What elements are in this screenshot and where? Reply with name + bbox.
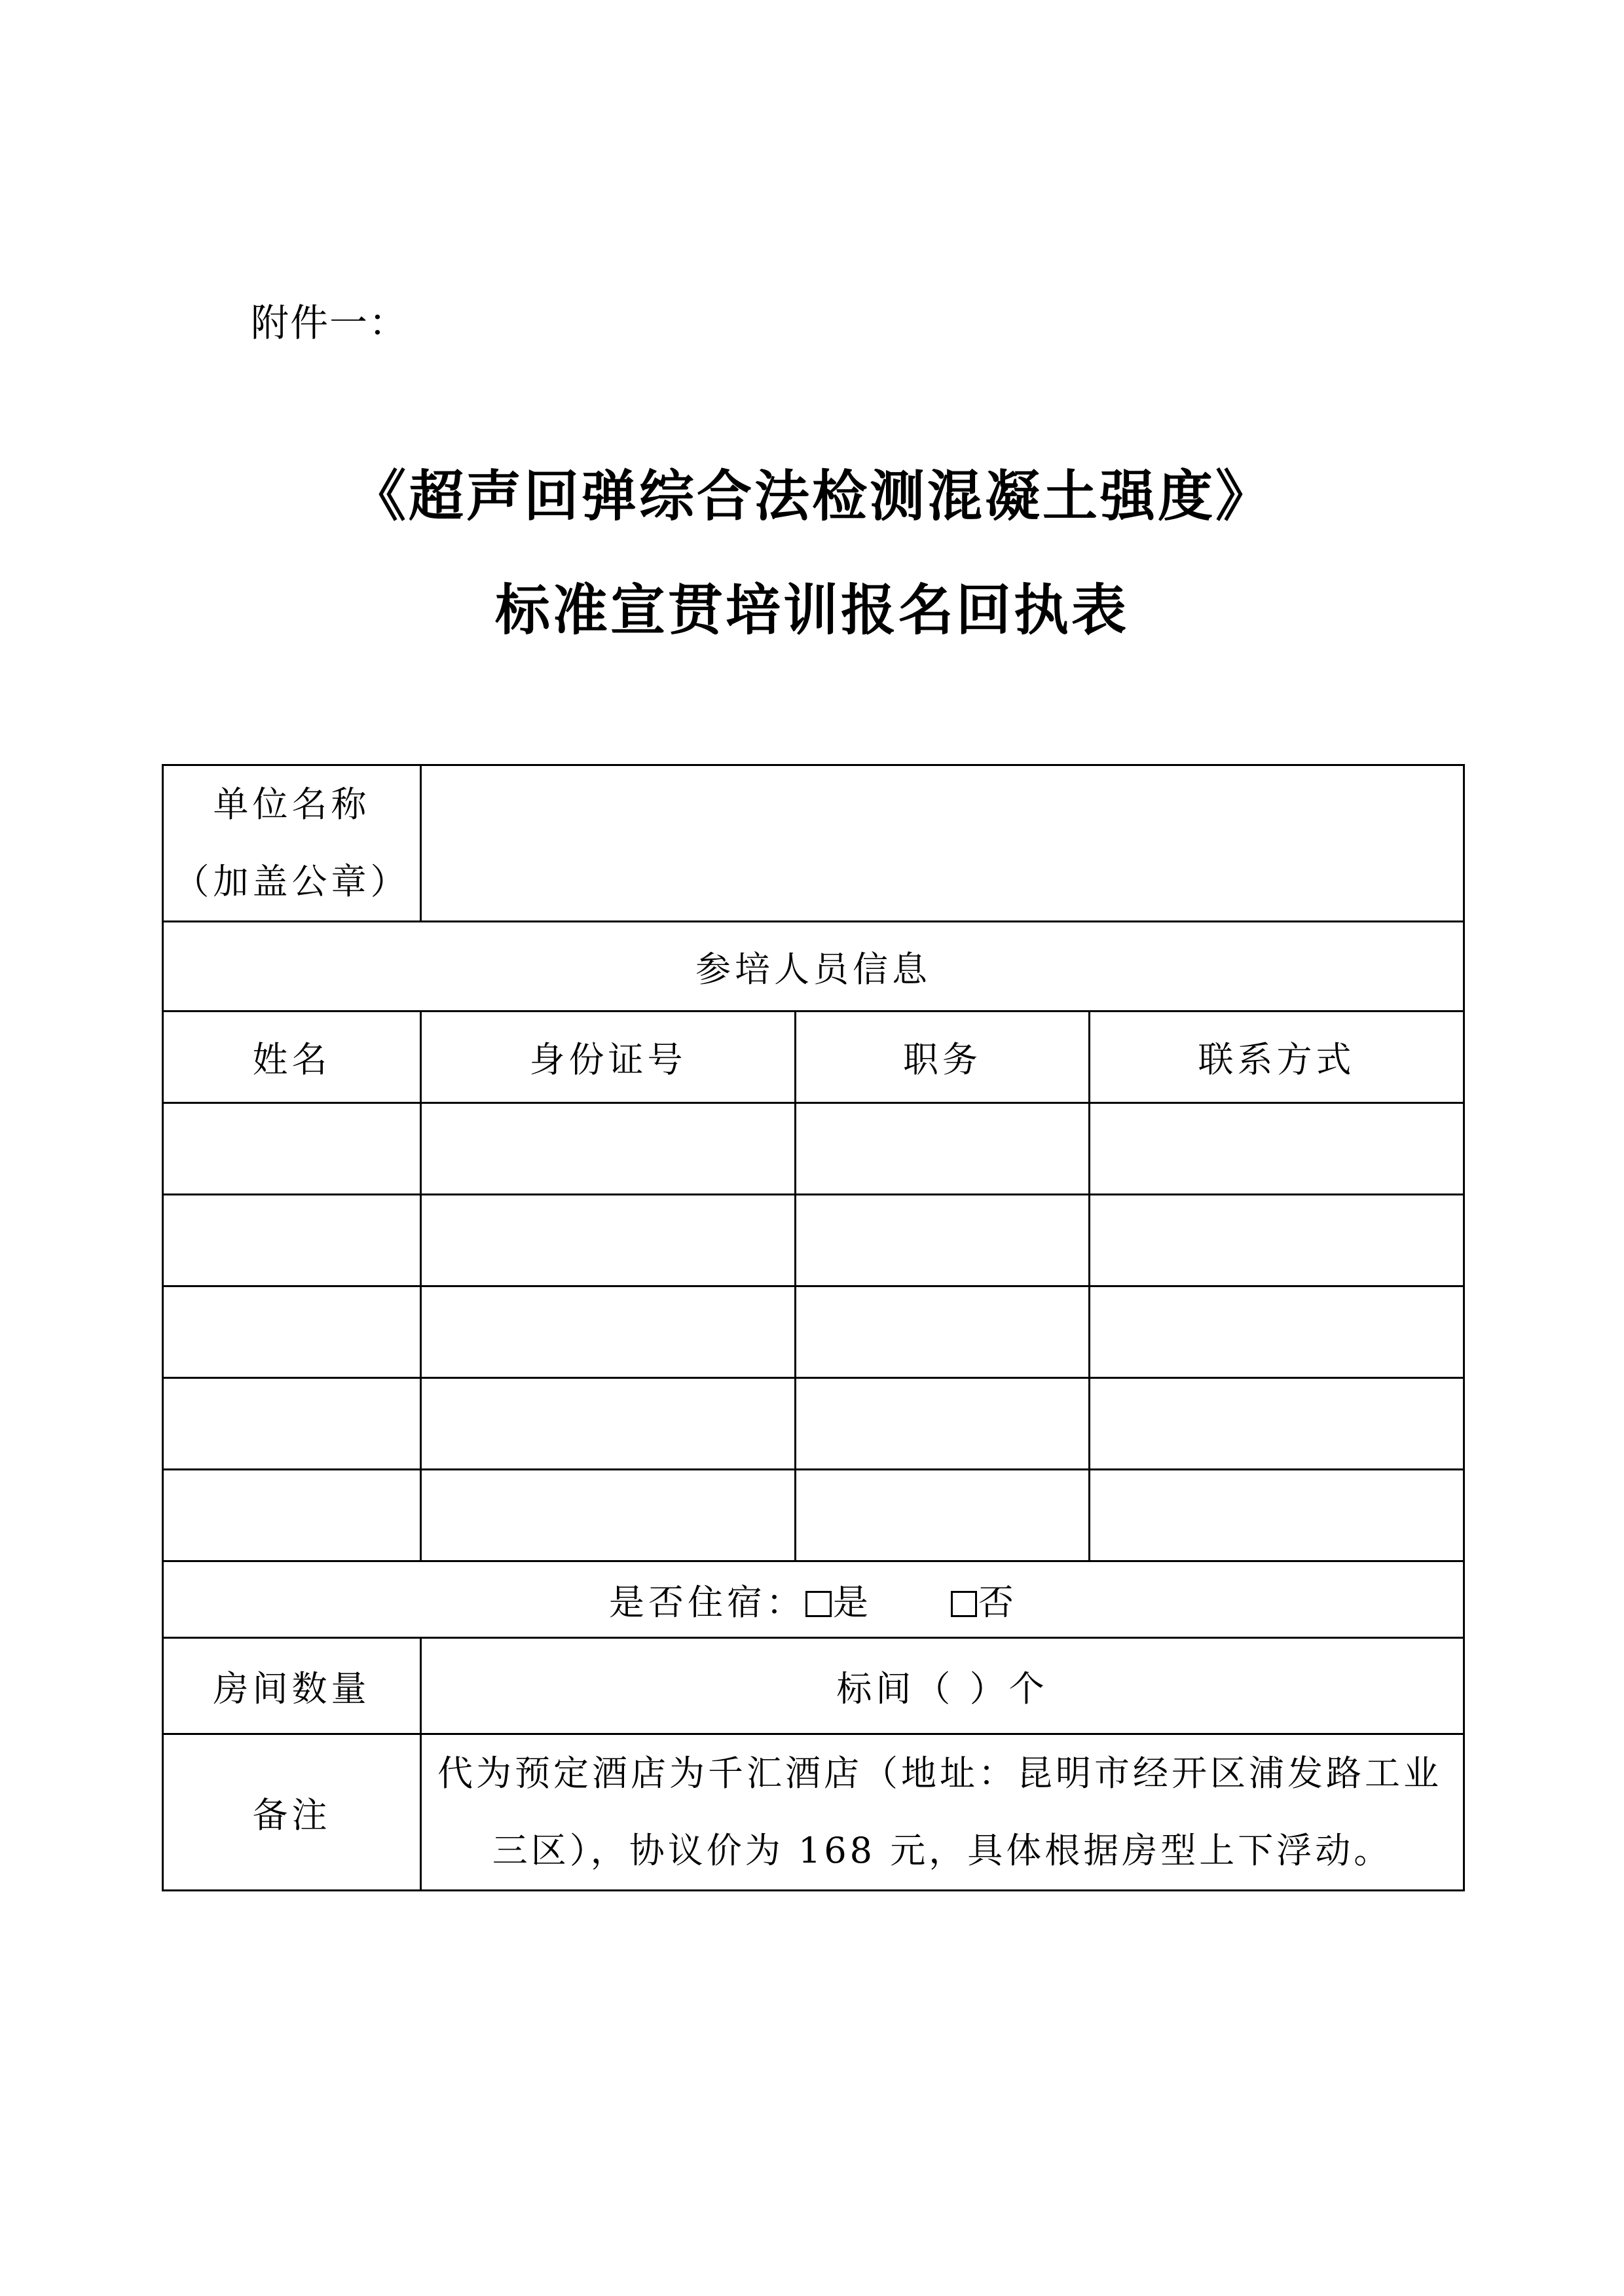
- contact-field[interactable]: [1090, 1103, 1464, 1195]
- contact-field[interactable]: [1090, 1470, 1464, 1561]
- column-header-name: 姓名: [163, 1011, 421, 1103]
- column-header-position: 职务: [796, 1011, 1090, 1103]
- room-count-field[interactable]: 标间（ ）个: [421, 1638, 1464, 1734]
- id-number-field[interactable]: [421, 1378, 796, 1470]
- table-row: [163, 1286, 1464, 1378]
- name-field[interactable]: [163, 1103, 421, 1195]
- position-field[interactable]: [796, 1378, 1090, 1470]
- unit-label-line1: 单位名称: [213, 784, 371, 825]
- registration-form-table: [162, 764, 1465, 1891]
- table-row: [163, 1103, 1464, 1195]
- section-header-row: [163, 922, 1464, 1011]
- lodging-no-checkbox[interactable]: [951, 1591, 977, 1617]
- id-number-field[interactable]: [421, 1195, 796, 1286]
- table-row: [163, 1378, 1464, 1470]
- column-header-row: [163, 1011, 1464, 1103]
- room-count-label: 房间数量: [163, 1638, 421, 1734]
- lodging-cell: [163, 1561, 1464, 1638]
- unit-row: [163, 765, 1464, 922]
- note-text: 代为预定酒店为千汇酒店（地址：昆明市经开区浦发路工业三区），协议价为 168 元，具体根据房型上下浮动。: [437, 1753, 1442, 1871]
- note-cell: [421, 1734, 1464, 1891]
- name-field[interactable]: [163, 1470, 421, 1561]
- position-field[interactable]: [796, 1470, 1090, 1561]
- note-row: [163, 1734, 1464, 1891]
- unit-name-field[interactable]: [421, 765, 1464, 922]
- lodging-row: [163, 1561, 1464, 1638]
- column-header-contact: 联系方式: [1090, 1011, 1464, 1103]
- column-header-id-number: 身份证号: [421, 1011, 796, 1103]
- position-field[interactable]: [796, 1195, 1090, 1286]
- name-field[interactable]: [163, 1378, 421, 1470]
- document-title-line2: 标准宣贯培训报名回执表: [494, 577, 1129, 642]
- unit-label-cell: [163, 765, 421, 922]
- lodging-yes-checkbox[interactable]: [805, 1591, 832, 1617]
- room-count-row: [163, 1638, 1464, 1734]
- position-field[interactable]: [796, 1286, 1090, 1378]
- table-row: [163, 1195, 1464, 1286]
- id-number-field[interactable]: [421, 1286, 796, 1378]
- name-field[interactable]: [163, 1195, 421, 1286]
- contact-field[interactable]: [1090, 1378, 1464, 1470]
- name-field[interactable]: [163, 1286, 421, 1378]
- participant-section-title: 参培人员信息: [163, 922, 1464, 1011]
- id-number-field[interactable]: [421, 1470, 796, 1561]
- lodging-no-label: 否: [978, 1581, 1018, 1623]
- lodging-yes-label: 是: [833, 1581, 872, 1623]
- position-field[interactable]: [796, 1103, 1090, 1195]
- note-label: 备注: [163, 1734, 421, 1891]
- attachment-label: 附件一：: [251, 301, 409, 345]
- contact-field[interactable]: [1090, 1195, 1464, 1286]
- id-number-field[interactable]: [421, 1103, 796, 1195]
- lodging-label: 是否住宿：: [609, 1581, 805, 1623]
- contact-field[interactable]: [1090, 1286, 1464, 1378]
- document-title-line1: 《超声回弹综合法检测混凝土强度》: [350, 464, 1273, 528]
- table-row: [163, 1470, 1464, 1561]
- unit-label-line2: （加盖公章）: [174, 861, 410, 902]
